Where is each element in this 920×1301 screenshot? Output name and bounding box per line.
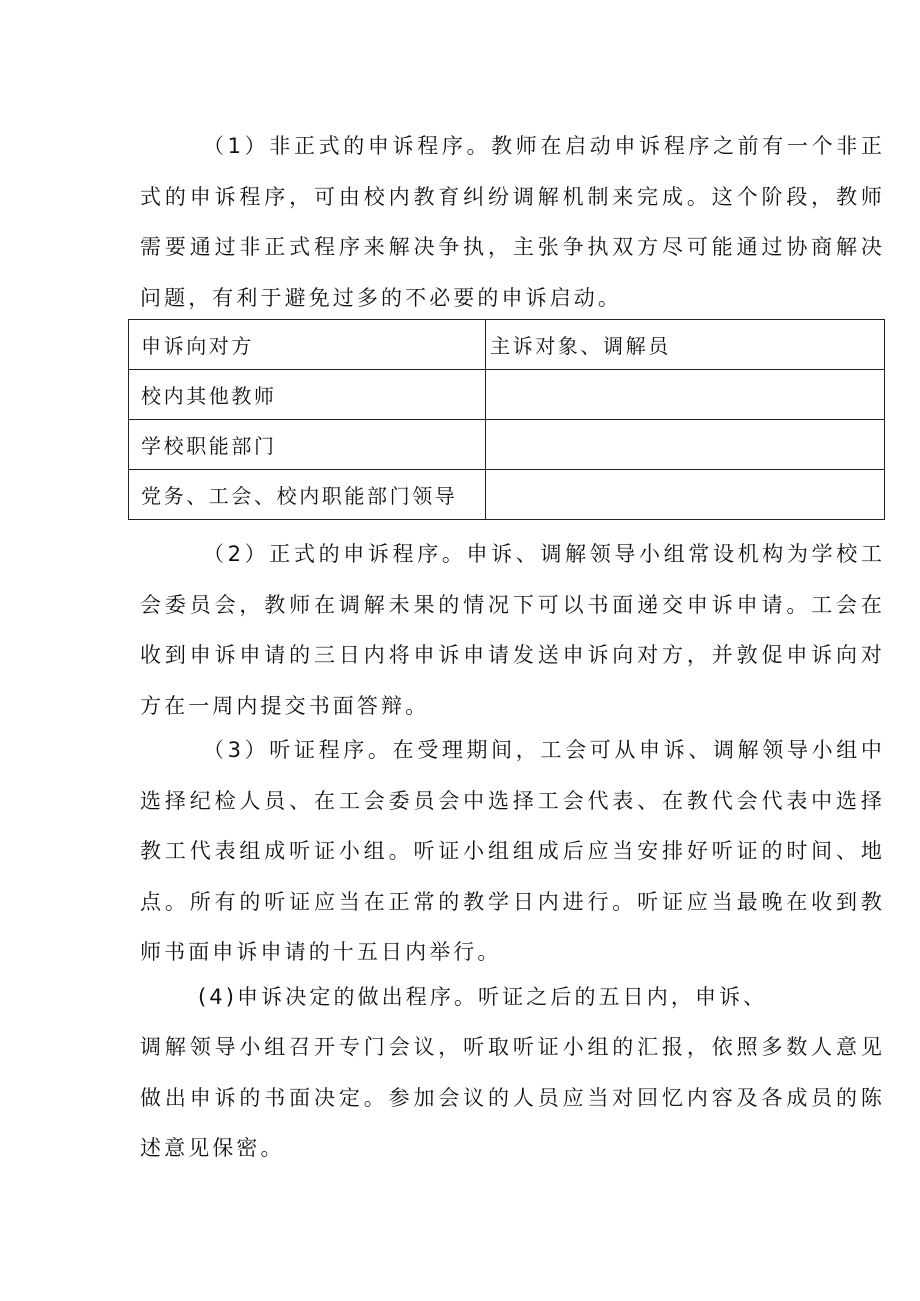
table-row — [129, 370, 885, 420]
section-4-paragraph: 调解领导小组召开专门会议，听取听证小组的汇报，依照多数人意见做出申诉的书面决定。参加会议的人员应当对回忆内容及各成员的陈述意见保密。 — [140, 1035, 885, 1160]
appeal-party-table — [128, 319, 885, 520]
table-cell: 党务、工会、校内职能部门领导 — [129, 470, 486, 520]
table-header-row — [129, 320, 885, 370]
section-4-first-line: (4)申诉决定的做出程序。听证之后的五日内，申诉、 — [198, 985, 768, 1009]
section-1-paragraph: （1）非正式的申诉程序。教师在启动申诉程序之前有一个非正式的申诉程序，可由校内教育纠纷调解机制来完成。这个阶段，教师需要通过非正式程序来解决争执，主张争执双方尽可能通过协商解决问题，有利于避免过多的不必要的申诉启动。 — [140, 134, 885, 310]
table-cell: 校内其他教师 — [129, 370, 486, 420]
table-cell — [486, 470, 885, 520]
table-row — [129, 420, 885, 470]
table-cell: 学校职能部门 — [129, 420, 486, 470]
table-cell — [486, 370, 885, 420]
table-cell — [486, 420, 885, 470]
table-row — [129, 470, 885, 520]
section-3-paragraph: （3）听证程序。在受理期间，工会可从申诉、调解领导小组中选择纪检人员、在工会委员会中选择工会代表、在教代会代表中选择教工代表组成听证小组。听证小组组成后应当安排好听证的时间、地点。所有的听证应当在正常的教学日内进行。听证应当最晚在收到教师书面申诉申请的十五日内举行。 — [140, 738, 885, 964]
section-2-paragraph: （2）正式的申诉程序。申诉、调解领导小组常设机构为学校工会委员会，教师在调解未果的情况下可以书面递交申诉申请。工会在收到申诉申请的三日内将申诉申请发送申诉向对方，并敦促申诉向对方在一周内提交书面答辩。 — [140, 542, 885, 718]
table-header-cell: 主诉对象、调解员 — [486, 320, 885, 370]
table-header-cell: 申诉向对方 — [129, 320, 486, 370]
